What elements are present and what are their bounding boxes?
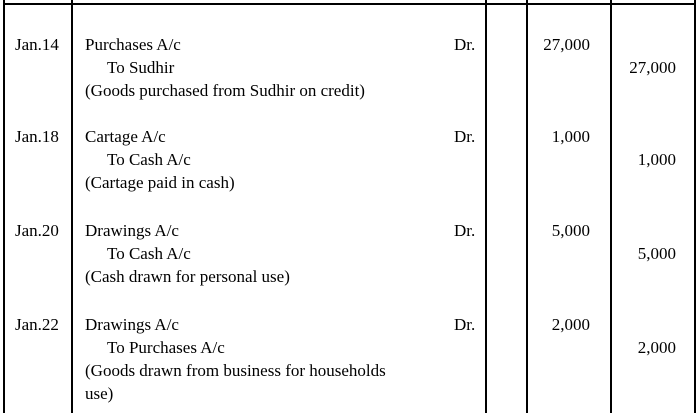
entry-narration: (Cartage paid in cash) bbox=[85, 173, 235, 192]
entry-narration: (Goods drawn from business for households bbox=[85, 361, 386, 380]
entry-credit-account: To Cash A/c bbox=[107, 244, 191, 263]
table-top-border bbox=[3, 3, 696, 5]
entry-debit-account: Cartage A/c bbox=[85, 127, 166, 146]
entry-debit-amount: 5,000 bbox=[551, 221, 590, 240]
entry-debit-amount: 1,000 bbox=[551, 127, 590, 146]
table-right-border bbox=[694, 0, 696, 413]
entry-date: Jan.20 bbox=[15, 221, 59, 240]
entry-credit-amount: 1,000 bbox=[637, 150, 676, 169]
table-left-border bbox=[3, 0, 5, 413]
entry-dr-marker: Dr. bbox=[454, 315, 476, 334]
entry-dr-marker: Dr. bbox=[454, 221, 476, 240]
particulars-column-divider bbox=[485, 0, 487, 413]
entry-date: Jan.18 bbox=[15, 127, 59, 146]
entry-date: Jan.22 bbox=[15, 315, 59, 334]
entry-credit-amount: 5,000 bbox=[637, 244, 676, 263]
entry-dr-marker: Dr. bbox=[454, 35, 476, 54]
entry-credit-amount: 27,000 bbox=[629, 58, 676, 77]
entry-date: Jan.14 bbox=[15, 35, 59, 54]
entry-debit-account: Drawings A/c bbox=[85, 221, 179, 240]
entry-narration: (Goods purchased from Sudhir on credit) bbox=[85, 81, 365, 100]
entry-credit-account: To Sudhir bbox=[107, 58, 175, 77]
entry-debit-amount: 27,000 bbox=[543, 35, 590, 54]
entry-dr-marker: Dr. bbox=[454, 127, 476, 146]
lf-column-divider bbox=[526, 0, 528, 413]
entry-debit-amount: 2,000 bbox=[551, 315, 590, 334]
entry-narration: (Cash drawn for personal use) bbox=[85, 267, 290, 286]
entry-credit-account: To Cash A/c bbox=[107, 150, 191, 169]
entry-credit-amount: 2,000 bbox=[637, 338, 676, 357]
entry-debit-account: Purchases A/c bbox=[85, 35, 181, 54]
date-column-divider bbox=[71, 0, 73, 413]
entry-debit-account: Drawings A/c bbox=[85, 315, 179, 334]
entry-narration-continued: use) bbox=[85, 384, 114, 403]
entry-credit-account: To Purchases A/c bbox=[107, 338, 225, 357]
